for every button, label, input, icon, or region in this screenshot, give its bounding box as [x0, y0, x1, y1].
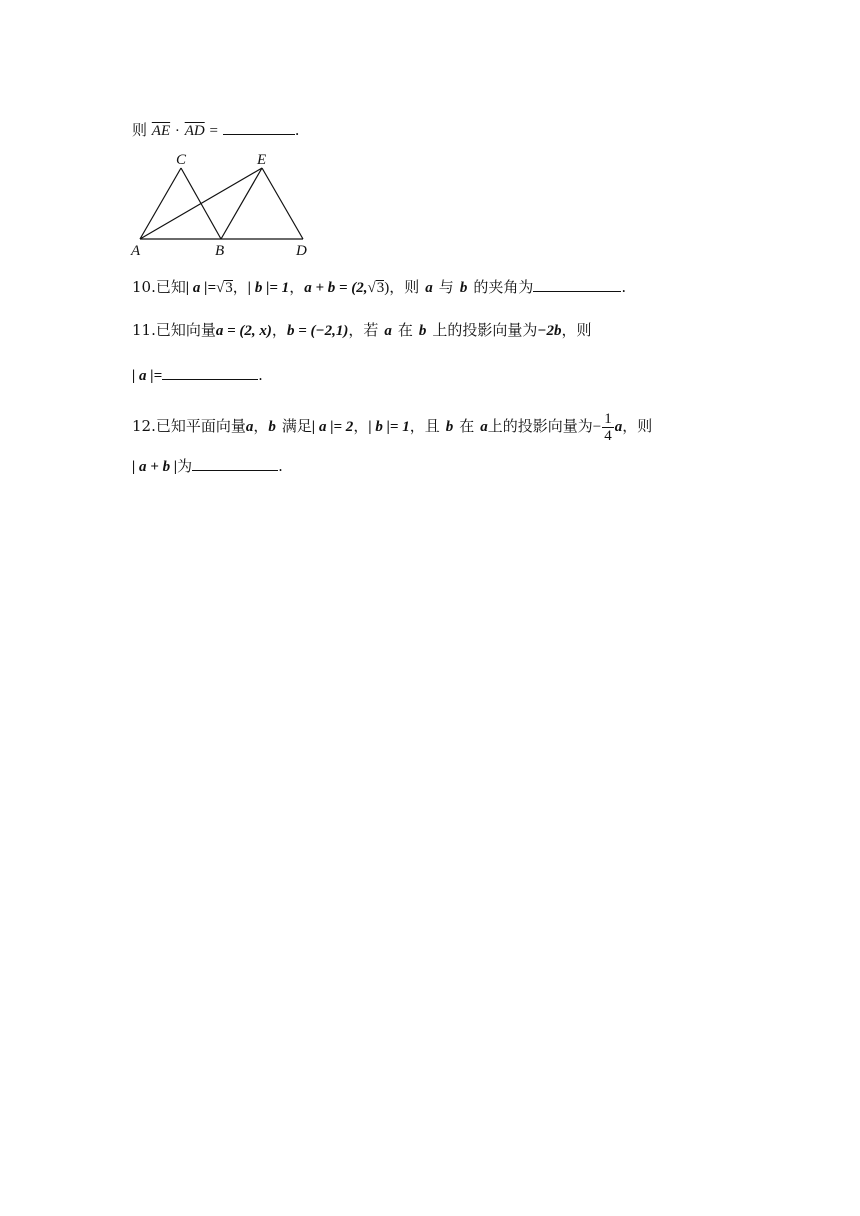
q12-answer-blank	[192, 456, 278, 471]
q11-b-def: b = (−2,1)	[286, 323, 349, 339]
q12-a2: a	[480, 419, 488, 435]
segment-be	[221, 168, 262, 239]
q10-sqrt3: 3	[225, 280, 233, 296]
q11-proj: −2b	[537, 323, 562, 339]
q10-sep2: ，	[289, 278, 305, 296]
question-12-line-2	[132, 456, 283, 477]
q12-b: b	[268, 419, 276, 435]
q11-period: .	[258, 366, 263, 384]
q11-abs-a: | a |=	[132, 368, 163, 384]
q10-abs-a: | a |=	[185, 280, 217, 296]
q12-b2: b	[445, 419, 454, 435]
segment-ac	[140, 168, 181, 239]
q11-end-word: ，则	[561, 321, 592, 339]
q11-zai: 在	[397, 321, 413, 339]
q9-prefix: 则	[132, 121, 148, 139]
q12-abs-b: | b |= 1	[368, 419, 410, 435]
q12-frac-num: 1	[604, 410, 612, 427]
q12-a3: a	[614, 419, 623, 435]
vector-ad: $\overline{AD}$	[184, 123, 205, 139]
sqrt-icon: √	[367, 280, 376, 296]
label-d: D	[296, 243, 307, 259]
q12-frac-den: 4	[604, 427, 612, 444]
label-e: E	[257, 152, 267, 168]
q11-text: 已知向量	[155, 321, 216, 339]
q11-a: a	[384, 323, 392, 339]
sqrt-icon: √	[216, 280, 225, 296]
q10-answer-blank	[533, 277, 621, 292]
label-b: B	[215, 243, 225, 259]
q10-sep1: ，	[232, 278, 248, 296]
label-a: A	[131, 243, 141, 259]
q10-number: 10.	[132, 278, 156, 296]
q12-satisfy: 满足	[281, 417, 312, 435]
q12-minus: −	[592, 419, 602, 435]
q10-sep3: ，则	[389, 278, 420, 296]
q10-sqrt3b: 3	[376, 280, 385, 296]
q12-end-word: ，则	[622, 417, 653, 435]
q10-text: 已知	[155, 278, 186, 296]
equals-sign: =	[209, 123, 218, 139]
q9-answer-blank	[223, 120, 295, 135]
q12-sep1: ，	[353, 417, 369, 435]
q10-sum: a + b = (2,	[304, 280, 368, 296]
segment-ed	[262, 168, 303, 239]
q11-sep1: ，	[271, 321, 287, 339]
q12-text: 已知平面向量	[155, 417, 246, 435]
question-10	[132, 277, 626, 298]
question-11	[132, 320, 591, 341]
q10-b: b	[459, 280, 468, 296]
q12-abs-sum: | a + b |	[132, 459, 178, 475]
dot-operator: ·	[174, 123, 180, 139]
q11-b: b	[418, 323, 427, 339]
q11-number: 11.	[132, 321, 156, 339]
q10-period: .	[621, 278, 627, 296]
geometry-figure	[128, 150, 318, 260]
question-11-line-2	[132, 365, 263, 386]
q11-tail: 上的投影向量为	[432, 321, 538, 339]
q12-zai: 在	[459, 417, 475, 435]
q10-a: a	[425, 280, 433, 296]
q12-sep2: ，且	[409, 417, 440, 435]
q11-sep2: ，若	[348, 321, 379, 339]
q11-a-def: a = (2, x)	[215, 323, 272, 339]
q10-yu: 与	[438, 278, 454, 296]
q10-close: )	[384, 280, 390, 296]
vector-ae: $\overline{AE}$	[151, 123, 171, 139]
q10-abs-b: | b |= 1	[247, 280, 290, 296]
q12-number: 12.	[132, 417, 156, 435]
q11-answer-blank	[162, 365, 258, 380]
label-c: C	[176, 152, 187, 168]
q12-wei: 为	[177, 457, 193, 475]
q12-abs-a: | a |= 2	[311, 419, 354, 435]
q9-answer-line	[132, 120, 300, 141]
segment-ae	[140, 168, 262, 239]
question-12	[132, 406, 652, 446]
q10-tail: 的夹角为	[473, 278, 534, 296]
q12-a: a	[245, 419, 254, 435]
q12-comma: ，	[253, 417, 269, 435]
q12-tail: 上的投影向量为	[487, 417, 593, 435]
q12-period: .	[278, 457, 283, 475]
q9-period: .	[294, 121, 300, 139]
q12-fraction	[602, 411, 614, 444]
